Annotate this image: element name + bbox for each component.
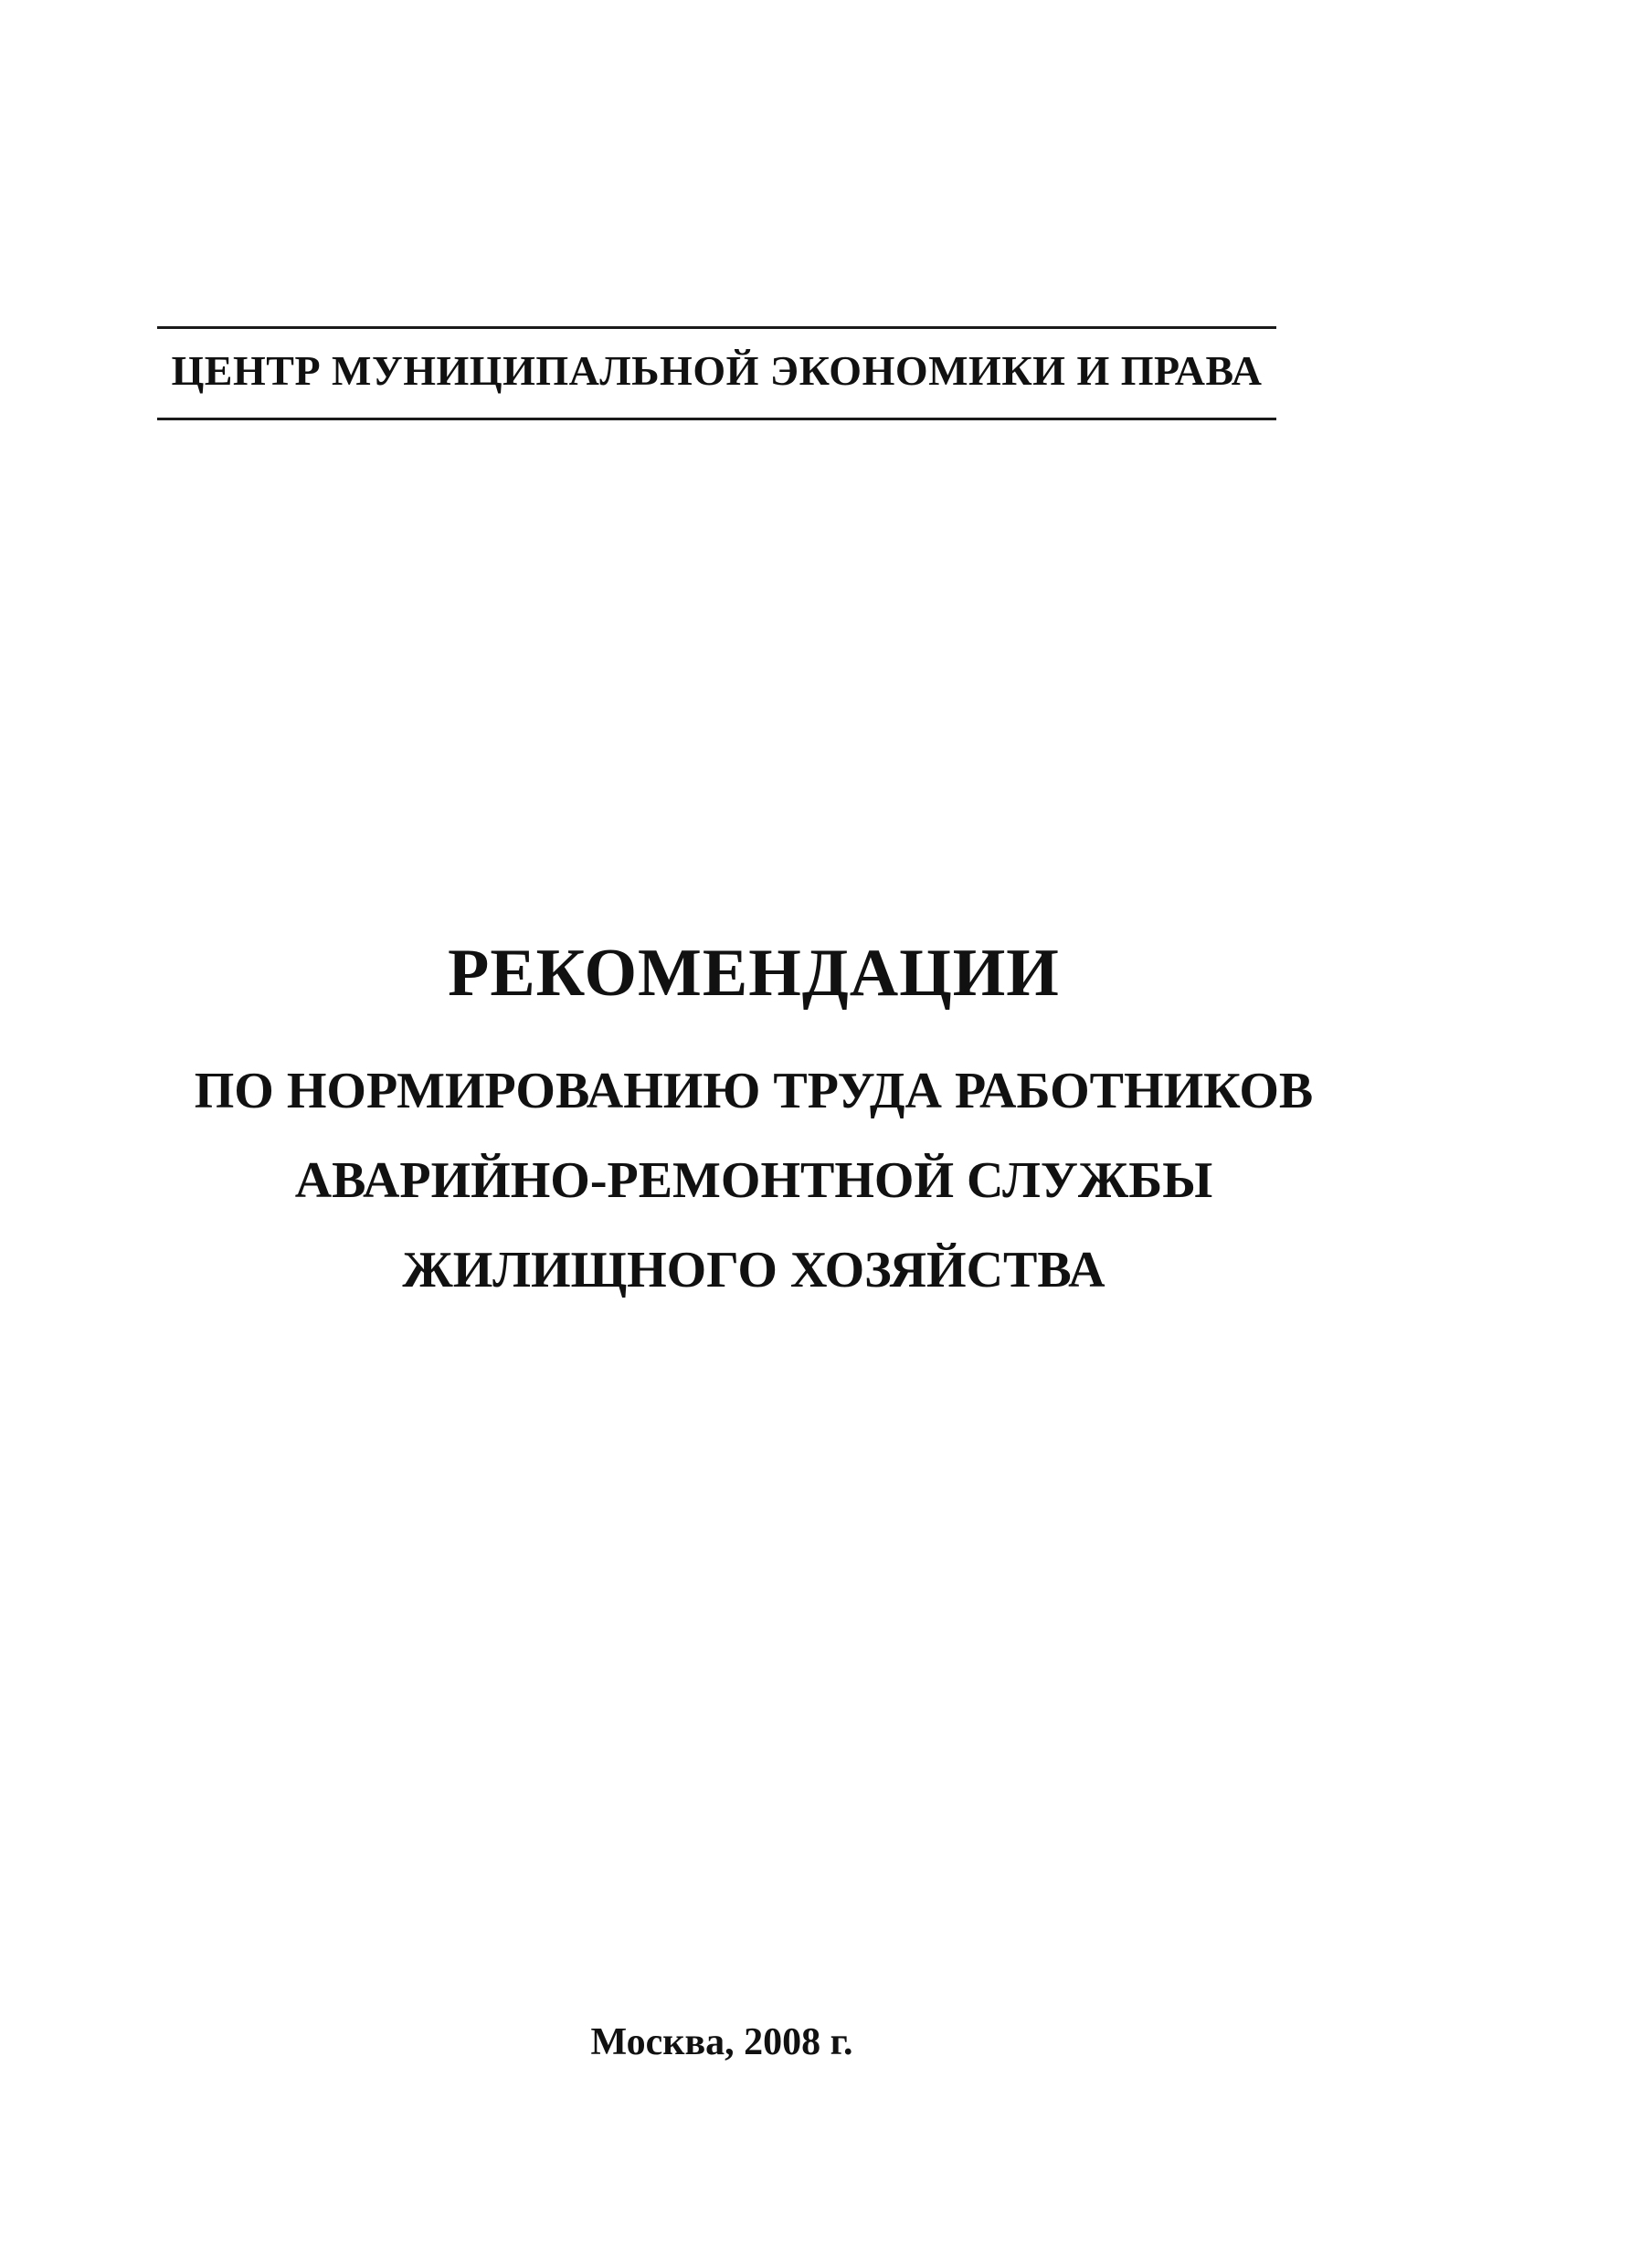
organization-name: ЦЕНТР МУНИЦИПАЛЬНОЙ ЭКОНОМИКИ И ПРАВА [171, 347, 1263, 394]
header-top-rule [157, 326, 1276, 329]
subtitle-line-3: ЖИЛИЩНОГО ХОЗЯЙСТВА [402, 1242, 1105, 1298]
subtitle-line-2: АВАРИЙНО-РЕМОНТНОЙ СЛУЖБЫ [294, 1152, 1213, 1209]
document-title: РЕКОМЕНДАЦИИ [448, 936, 1060, 1011]
imprint-place-year: Москва, 2008 г. [590, 2021, 853, 2063]
title-block [91, 927, 1416, 1315]
subtitle-line-1: ПО НОРМИРОВАНИЮ ТРУДА РАБОТНИКОВ [194, 1063, 1314, 1119]
header-bottom-rule [157, 418, 1276, 420]
